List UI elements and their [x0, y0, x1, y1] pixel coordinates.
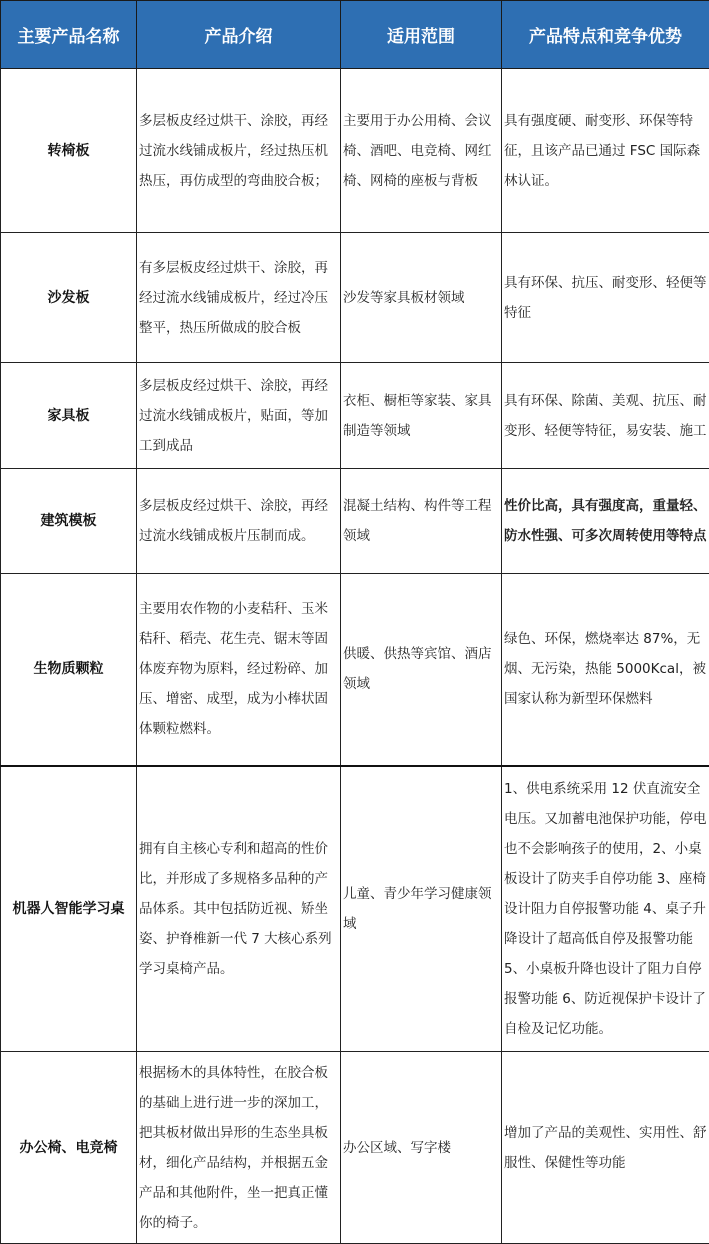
product-features: 绿色、环保，燃烧率达 87%，无烟、无污染，热能 5000Kcal，被国家认称为新型环保燃料	[502, 574, 709, 766]
product-name: 生物质颗粒	[1, 574, 137, 766]
table-row	[1, 69, 709, 233]
header-product-intro: 产品介绍	[137, 1, 341, 69]
product-features: 具有强度硬、耐变形、环保等特征，且该产品已通过 FSC 国际森林认证。	[502, 69, 709, 233]
product-name: 机器人智能学习桌	[1, 766, 137, 1052]
product-intro: 有多层板皮经过烘干、涂胶，再经过流水线铺成板片，经过冷压整平，热压所做成的胶合板	[137, 233, 341, 363]
table-row	[1, 469, 709, 574]
product-name: 建筑模板	[1, 469, 137, 574]
product-name: 办公椅、电竞椅	[1, 1052, 137, 1244]
product-scope: 主要用于办公用椅、会议椅、酒吧、电竞椅、网红椅、网椅的座板与背板	[341, 69, 502, 233]
product-intro: 根据杨木的具体特性，在胶合板的基础上进行进一步的深加工，把其板材做出异形的生态坐具板材，细化产品结构，并根据五金产品和其他附件，坐一把真正懂你的椅子。	[137, 1052, 341, 1244]
product-scope: 供暖、供热等宾馆、酒店领域	[341, 574, 502, 766]
product-intro: 主要用农作物的小麦秸秆、玉米秸秆、稻壳、花生壳、锯末等固体废弃物为原料，经过粉碎、加压、增密、成型，成为小棒状固体颗粒燃料。	[137, 574, 341, 766]
product-scope: 儿童、青少年学习健康领域	[341, 766, 502, 1052]
header-row	[1, 1, 709, 69]
product-name: 家具板	[1, 363, 137, 469]
product-intro: 多层板皮经过烘干、涂胶，再经过流水线铺成板片，贴面，等加工到成品	[137, 363, 341, 469]
product-intro: 多层板皮经过烘干、涂胶，再经过流水线铺成板片压制而成。	[137, 469, 341, 574]
product-intro: 拥有自主核心专利和超高的性价比，并形成了多规格多品种的产品体系。其中包括防近视、矫坐姿、护脊椎新一代 7 大核心系列学习桌椅产品。	[137, 766, 341, 1052]
product-name: 转椅板	[1, 69, 137, 233]
table-row	[1, 574, 709, 766]
product-features: 1、供电系统采用 12 伏直流安全电压。又加蓄电池保护功能，停电也不会影响孩子的使用，2、小桌板设计了防夹手自停功能 3、座椅设计阻力自停报警功能 4、桌子升降设计了超高低自停及报警功能 5、小桌板升降也设计了阻力自停报警功能 6、防近视保护卡设计了自检及记忆功能。	[502, 766, 709, 1052]
product-scope: 衣柜、橱柜等家装、家具制造等领域	[341, 363, 502, 469]
product-scope: 混凝土结构、构件等工程领域	[341, 469, 502, 574]
table-row	[1, 766, 709, 1052]
header-product-name: 主要产品名称	[1, 1, 137, 69]
table-row	[1, 233, 709, 363]
product-scope: 办公区域、写字楼	[341, 1052, 502, 1244]
product-features: 具有环保、抗压、耐变形、轻便等特征	[502, 233, 709, 363]
table-row	[1, 363, 709, 469]
product-scope: 沙发等家具板材领域	[341, 233, 502, 363]
header-features: 产品特点和竞争优势	[502, 1, 709, 69]
product-features: 增加了产品的美观性、实用性、舒服性、保健性等功能	[502, 1052, 709, 1244]
product-features: 性价比高，具有强度高，重量轻、防水性强、可多次周转使用等特点	[502, 469, 709, 574]
header-scope: 适用范围	[341, 1, 502, 69]
product-features: 具有环保、除菌、美观、抗压、耐变形、轻便等特征，易安装、施工	[502, 363, 709, 469]
table-row	[1, 1052, 709, 1244]
product-name: 沙发板	[1, 233, 137, 363]
product-intro: 多层板皮经过烘干、涂胶，再经过流水线铺成板片，经过热压机热压，再仿成型的弯曲胶合板；	[137, 69, 341, 233]
